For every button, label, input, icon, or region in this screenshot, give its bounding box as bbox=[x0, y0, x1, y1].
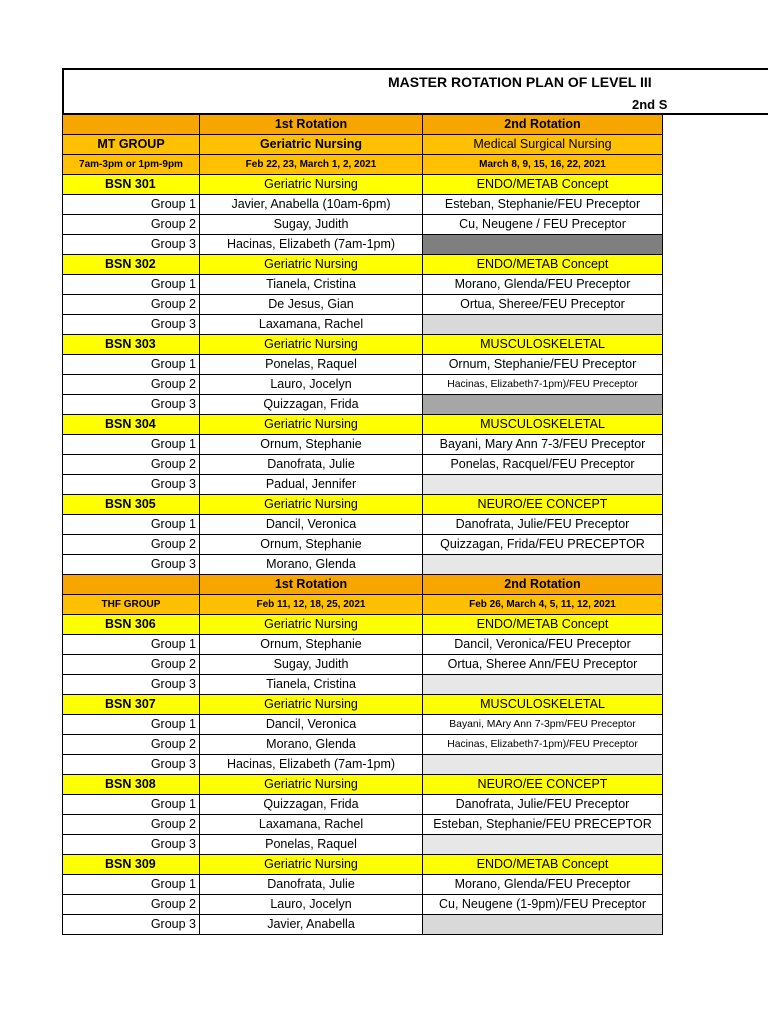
section-name: BSN 301 bbox=[63, 175, 200, 195]
first-rotation-assignee: Lauro, Jocelyn bbox=[200, 375, 423, 395]
section-second-rotation: MUSCULOSKELETAL bbox=[423, 415, 663, 435]
sheet-edge-cell bbox=[663, 715, 768, 735]
section-header-row bbox=[63, 495, 768, 515]
sheet-edge-cell bbox=[663, 135, 768, 155]
group-row bbox=[63, 195, 768, 215]
first-rotation-assignee: Ornum, Stephanie bbox=[200, 535, 423, 555]
group-name-label: THF GROUP bbox=[63, 595, 200, 615]
first-rotation-assignee: Dancil, Veronica bbox=[200, 715, 423, 735]
second-rotation-dates: March 8, 9, 15, 16, 22, 2021 bbox=[423, 155, 663, 175]
section-second-rotation: MUSCULOSKELETAL bbox=[423, 335, 663, 355]
sheet-edge-cell bbox=[663, 555, 768, 575]
section-first-rotation: Geriatric Nursing bbox=[200, 495, 423, 515]
second-rotation-assignee bbox=[423, 475, 663, 495]
first-rotation-assignee: Quizzagan, Frida bbox=[200, 795, 423, 815]
group-name-label: MT GROUP bbox=[63, 135, 200, 155]
group-label: Group 1 bbox=[63, 435, 200, 455]
section-name: BSN 308 bbox=[63, 775, 200, 795]
sheet-edge-cell bbox=[663, 195, 768, 215]
sheet-edge-cell bbox=[663, 695, 768, 715]
sheet-edge-cell bbox=[663, 155, 768, 175]
group-row bbox=[63, 355, 768, 375]
sheet-edge-cell bbox=[663, 515, 768, 535]
page-subtitle: 2nd S bbox=[632, 97, 668, 112]
second-rotation-header: 2nd Rotation bbox=[423, 575, 663, 595]
first-rotation-assignee: De Jesus, Gian bbox=[200, 295, 423, 315]
section-second-rotation: ENDO/METAB Concept bbox=[423, 175, 663, 195]
sheet-edge-cell bbox=[663, 215, 768, 235]
second-rotation-dates: Feb 26, March 4, 5, 11, 12, 2021 bbox=[423, 595, 663, 615]
second-rotation-assignee bbox=[423, 555, 663, 575]
second-rotation-assignee: Bayani, MAry Ann 7-3pm/FEU Preceptor bbox=[423, 715, 663, 735]
sheet-edge-cell bbox=[663, 735, 768, 755]
group-row bbox=[63, 675, 768, 695]
group-label: Group 1 bbox=[63, 635, 200, 655]
section-name: BSN 306 bbox=[63, 615, 200, 635]
sheet-edge-cell bbox=[663, 435, 768, 455]
group-row bbox=[63, 915, 768, 935]
section-name: BSN 305 bbox=[63, 495, 200, 515]
rotation-table bbox=[62, 115, 768, 935]
second-rotation-assignee bbox=[423, 835, 663, 855]
group-row bbox=[63, 235, 768, 255]
section-name: BSN 307 bbox=[63, 695, 200, 715]
group-label: Group 3 bbox=[63, 395, 200, 415]
group-row bbox=[63, 795, 768, 815]
sheet-edge-cell bbox=[663, 495, 768, 515]
first-rotation-assignee: Lauro, Jocelyn bbox=[200, 895, 423, 915]
group-row bbox=[63, 435, 768, 455]
sheet-edge-cell bbox=[663, 595, 768, 615]
first-rotation-assignee: Sugay, Judith bbox=[200, 655, 423, 675]
group-row bbox=[63, 895, 768, 915]
section-header-row bbox=[63, 175, 768, 195]
group-row bbox=[63, 455, 768, 475]
sheet-edge-cell bbox=[663, 395, 768, 415]
second-rotation-area: Medical Surgical Nursing bbox=[423, 135, 663, 155]
second-rotation-assignee bbox=[423, 235, 663, 255]
group-label: Group 3 bbox=[63, 555, 200, 575]
sheet-edge-cell bbox=[663, 775, 768, 795]
second-rotation-assignee bbox=[423, 915, 663, 935]
sheet-edge-cell bbox=[663, 295, 768, 315]
group-row bbox=[63, 655, 768, 675]
section-first-rotation: Geriatric Nursing bbox=[200, 415, 423, 435]
group-label: Group 1 bbox=[63, 875, 200, 895]
rotation-spreadsheet bbox=[62, 68, 768, 935]
first-rotation-assignee: Laxamana, Rachel bbox=[200, 815, 423, 835]
group-label: Group 2 bbox=[63, 895, 200, 915]
second-rotation-assignee: Hacinas, Elizabeth7-1pm)/FEU Preceptor bbox=[423, 375, 663, 395]
title-box bbox=[62, 68, 768, 115]
section-name: BSN 303 bbox=[63, 335, 200, 355]
shift-hours: 7am-3pm or 1pm-9pm bbox=[63, 155, 200, 175]
section-second-rotation: ENDO/METAB Concept bbox=[423, 855, 663, 875]
first-rotation-assignee: Dancil, Veronica bbox=[200, 515, 423, 535]
second-rotation-assignee: Cu, Neugene (1-9pm)/FEU Preceptor bbox=[423, 895, 663, 915]
second-rotation-assignee: Esteban, Stephanie/FEU PRECEPTOR bbox=[423, 815, 663, 835]
page-title: MASTER ROTATION PLAN OF LEVEL III bbox=[388, 74, 652, 90]
first-rotation-assignee: Ponelas, Raquel bbox=[200, 355, 423, 375]
section-header-row bbox=[63, 695, 768, 715]
first-rotation-assignee: Morano, Glenda bbox=[200, 735, 423, 755]
second-rotation-assignee: Danofrata, Julie/FEU Preceptor bbox=[423, 515, 663, 535]
group-row bbox=[63, 275, 768, 295]
group-label: Group 3 bbox=[63, 755, 200, 775]
sheet-edge-cell bbox=[663, 335, 768, 355]
first-rotation-assignee: Quizzagan, Frida bbox=[200, 395, 423, 415]
first-rotation-assignee: Sugay, Judith bbox=[200, 215, 423, 235]
section-first-rotation: Geriatric Nursing bbox=[200, 255, 423, 275]
section-second-rotation: NEURO/EE CONCEPT bbox=[423, 495, 663, 515]
first-rotation-dates: Feb 11, 12, 18, 25, 2021 bbox=[200, 595, 423, 615]
second-rotation-assignee: Bayani, Mary Ann 7-3/FEU Preceptor bbox=[423, 435, 663, 455]
group-row bbox=[63, 515, 768, 535]
sheet-edge-cell bbox=[663, 355, 768, 375]
first-rotation-assignee: Padual, Jennifer bbox=[200, 475, 423, 495]
section-first-rotation: Geriatric Nursing bbox=[200, 175, 423, 195]
first-rotation-assignee: Ornum, Stephanie bbox=[200, 635, 423, 655]
first-rotation-assignee: Hacinas, Elizabeth (7am-1pm) bbox=[200, 755, 423, 775]
section-header-row bbox=[63, 855, 768, 875]
sheet-edge-cell bbox=[663, 655, 768, 675]
group-row bbox=[63, 835, 768, 855]
section-name: BSN 304 bbox=[63, 415, 200, 435]
sheet-edge-cell bbox=[663, 115, 768, 135]
group-row bbox=[63, 315, 768, 335]
sheet-edge-cell bbox=[663, 255, 768, 275]
group-row bbox=[63, 875, 768, 895]
first-rotation-assignee: Danofrata, Julie bbox=[200, 875, 423, 895]
first-rotation-assignee: Danofrata, Julie bbox=[200, 455, 423, 475]
sheet-edge-cell bbox=[663, 575, 768, 595]
second-rotation-assignee: Morano, Glenda/FEU Preceptor bbox=[423, 875, 663, 895]
section-first-rotation: Geriatric Nursing bbox=[200, 855, 423, 875]
first-rotation-header: 1st Rotation bbox=[200, 115, 423, 135]
date-row bbox=[63, 155, 768, 175]
group-label: Group 3 bbox=[63, 315, 200, 335]
section-name: BSN 302 bbox=[63, 255, 200, 275]
sheet-edge-cell bbox=[663, 415, 768, 435]
group-row bbox=[63, 375, 768, 395]
first-rotation-assignee: Javier, Anabella (10am-6pm) bbox=[200, 195, 423, 215]
group-label: Group 2 bbox=[63, 735, 200, 755]
group-label: Group 2 bbox=[63, 535, 200, 555]
group-label: Group 1 bbox=[63, 355, 200, 375]
first-rotation-assignee: Ponelas, Raquel bbox=[200, 835, 423, 855]
sheet-edge-cell bbox=[663, 815, 768, 835]
section-header-row bbox=[63, 615, 768, 635]
second-rotation-assignee: Ponelas, Racquel/FEU Preceptor bbox=[423, 455, 663, 475]
section-second-rotation: NEURO/EE CONCEPT bbox=[423, 775, 663, 795]
section-header-row bbox=[63, 255, 768, 275]
sheet-edge-cell bbox=[663, 535, 768, 555]
group-label: Group 1 bbox=[63, 795, 200, 815]
date-row bbox=[63, 595, 768, 615]
section-header-row bbox=[63, 775, 768, 795]
section-first-rotation: Geriatric Nursing bbox=[200, 615, 423, 635]
first-rotation-area: Geriatric Nursing bbox=[200, 135, 423, 155]
rotation-header-row bbox=[63, 575, 768, 595]
group-row bbox=[63, 215, 768, 235]
group-label: Group 1 bbox=[63, 275, 200, 295]
group-row bbox=[63, 635, 768, 655]
second-rotation-assignee bbox=[423, 755, 663, 775]
second-rotation-assignee: Cu, Neugene / FEU Preceptor bbox=[423, 215, 663, 235]
sheet-edge-cell bbox=[663, 675, 768, 695]
group-row bbox=[63, 535, 768, 555]
second-rotation-assignee: Danofrata, Julie/FEU Preceptor bbox=[423, 795, 663, 815]
section-first-rotation: Geriatric Nursing bbox=[200, 335, 423, 355]
sheet-edge-cell bbox=[663, 375, 768, 395]
sheet-edge-cell bbox=[663, 175, 768, 195]
first-rotation-assignee: Tianela, Cristina bbox=[200, 675, 423, 695]
sheet-edge-cell bbox=[663, 475, 768, 495]
second-rotation-assignee bbox=[423, 675, 663, 695]
group-label: Group 3 bbox=[63, 835, 200, 855]
section-second-rotation: ENDO/METAB Concept bbox=[423, 615, 663, 635]
first-rotation-assignee: Javier, Anabella bbox=[200, 915, 423, 935]
second-rotation-assignee: Ornum, Stephanie/FEU Preceptor bbox=[423, 355, 663, 375]
first-rotation-assignee: Morano, Glenda bbox=[200, 555, 423, 575]
first-rotation-assignee: Hacinas, Elizabeth (7am-1pm) bbox=[200, 235, 423, 255]
second-rotation-assignee: Dancil, Veronica/FEU Preceptor bbox=[423, 635, 663, 655]
first-rotation-assignee: Tianela, Cristina bbox=[200, 275, 423, 295]
sheet-edge-cell bbox=[663, 795, 768, 815]
first-rotation-assignee: Laxamana, Rachel bbox=[200, 315, 423, 335]
section-first-rotation: Geriatric Nursing bbox=[200, 775, 423, 795]
sheet-edge-cell bbox=[663, 235, 768, 255]
second-rotation-assignee: Ortua, Sheree/FEU Preceptor bbox=[423, 295, 663, 315]
group-label: Group 2 bbox=[63, 375, 200, 395]
first-rotation-header: 1st Rotation bbox=[200, 575, 423, 595]
sheet-edge-cell bbox=[663, 315, 768, 335]
group-row bbox=[63, 715, 768, 735]
second-rotation-assignee: Quizzagan, Frida/FEU PRECEPTOR bbox=[423, 535, 663, 555]
second-rotation-assignee bbox=[423, 395, 663, 415]
group-label: Group 2 bbox=[63, 455, 200, 475]
section-first-rotation: Geriatric Nursing bbox=[200, 695, 423, 715]
group-label: Group 1 bbox=[63, 195, 200, 215]
group-label: Group 2 bbox=[63, 295, 200, 315]
group-row bbox=[63, 395, 768, 415]
sheet-edge-cell bbox=[663, 635, 768, 655]
group-label: Group 1 bbox=[63, 515, 200, 535]
sheet-edge-cell bbox=[663, 855, 768, 875]
sheet-edge-cell bbox=[663, 835, 768, 855]
group-label: Group 3 bbox=[63, 915, 200, 935]
sheet-edge-cell bbox=[663, 915, 768, 935]
first-rotation-dates: Feb 22, 23, March 1, 2, 2021 bbox=[200, 155, 423, 175]
sheet-edge-cell bbox=[663, 455, 768, 475]
second-rotation-header: 2nd Rotation bbox=[423, 115, 663, 135]
second-rotation-assignee bbox=[423, 315, 663, 335]
rotation-header-row bbox=[63, 115, 768, 135]
second-rotation-assignee: Morano, Glenda/FEU Preceptor bbox=[423, 275, 663, 295]
group-label: Group 2 bbox=[63, 215, 200, 235]
section-header-row bbox=[63, 415, 768, 435]
sheet-edge-cell bbox=[663, 875, 768, 895]
sheet-edge-cell bbox=[663, 755, 768, 775]
section-second-rotation: ENDO/METAB Concept bbox=[423, 255, 663, 275]
sheet-edge-cell bbox=[663, 895, 768, 915]
group-label: Group 1 bbox=[63, 715, 200, 735]
blank-header-cell bbox=[63, 575, 200, 595]
section-second-rotation: MUSCULOSKELETAL bbox=[423, 695, 663, 715]
group-label: Group 3 bbox=[63, 475, 200, 495]
group-row bbox=[63, 295, 768, 315]
section-header-row bbox=[63, 335, 768, 355]
group-label: Group 3 bbox=[63, 235, 200, 255]
group-label: Group 2 bbox=[63, 655, 200, 675]
second-rotation-assignee: Esteban, Stephanie/FEU Preceptor bbox=[423, 195, 663, 215]
group-row bbox=[63, 555, 768, 575]
group-row bbox=[63, 755, 768, 775]
sheet-edge-cell bbox=[663, 615, 768, 635]
first-rotation-assignee: Ornum, Stephanie bbox=[200, 435, 423, 455]
group-row bbox=[63, 735, 768, 755]
sheet-edge-cell bbox=[663, 275, 768, 295]
second-rotation-assignee: Hacinas, Elizabeth7-1pm)/FEU Preceptor bbox=[423, 735, 663, 755]
group-row bbox=[63, 815, 768, 835]
group-label: Group 3 bbox=[63, 675, 200, 695]
second-rotation-assignee: Ortua, Sheree Ann/FEU Preceptor bbox=[423, 655, 663, 675]
group-name-row bbox=[63, 135, 768, 155]
section-name: BSN 309 bbox=[63, 855, 200, 875]
group-row bbox=[63, 475, 768, 495]
blank-header-cell bbox=[63, 115, 200, 135]
group-label: Group 2 bbox=[63, 815, 200, 835]
